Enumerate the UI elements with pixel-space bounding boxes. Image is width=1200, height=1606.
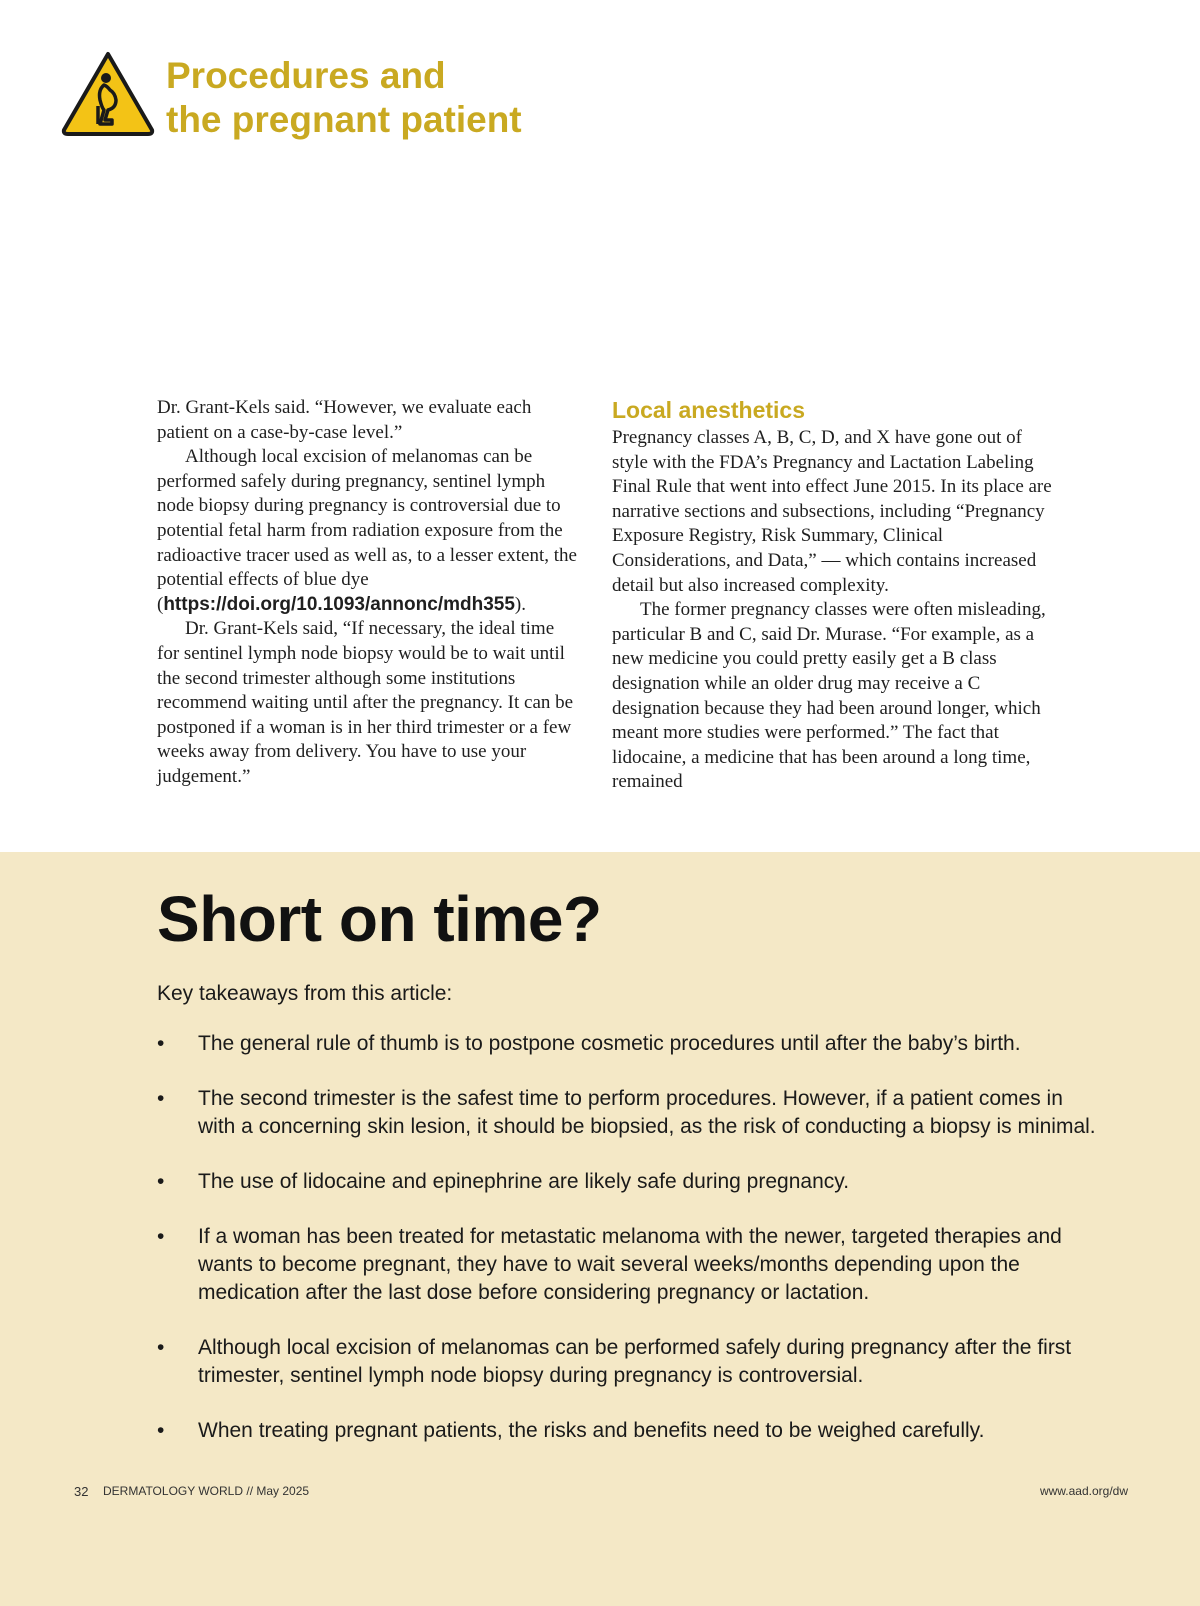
right-column [612,396,1052,795]
bullet: • [157,1087,165,1110]
panel-title: Short on time? [157,883,602,955]
list-item [157,1223,1097,1307]
bullet: • [157,1419,165,1442]
paragraph: Dr. Grant-Kels said, “If necessary, the ideal time for sentinel lymph node biopsy would be to wait until the second trimester although some institutions recommend waiting until after the pregnancy. It can be postponed if a woman is in her third trimester or a few weeks away from delivery. You have to use your judgement.” [157,618,574,787]
article-header [60,50,522,142]
section-heading: Local anesthetics [612,397,806,423]
list-item [157,1030,1097,1058]
list-item-text: The use of lidocaine and epinephrine are likely safe during pregnancy. [198,1170,850,1193]
list-item-text: Although local excision of melanomas can be performed safely during pregnancy after the first trimester, sentinel lymph node biopsy during pregnancy is controversial. [198,1336,1072,1387]
bullet: • [157,1032,165,1055]
page-number: 32 [74,1484,89,1499]
list-item-text: The second trimester is the safest time to perform procedures. However, if a patient comes in with a concerning skin lesion, it should be biopsied, as the risk of conducting a biopsy is minimal. [198,1087,1096,1138]
title-line-1: Procedures and [166,55,446,96]
list-item-text: When treating pregnant patients, the risks and benefits need to be weighed carefully. [198,1419,985,1442]
list-item-text: If a woman has been treated for metastatic melanoma with the newer, targeted therapies and wants to become pregnant, they have to wait several weeks/months depending upon the medication after the last dose before considering pregnancy or lactation. [198,1225,1062,1304]
paragraph: Pregnancy classes A, B, C, D, and X have gone out of style with the FDA’s Pregnancy and Lactation Labeling Final Rule that went into effect June 2015. In its place are narrative sections and subsections, including “Pregnancy Exposure Registry, Risk Summary, Clinical Considerations, and Data,” — which contains increased detail but also increased complexity. [612,427,1052,596]
bullet: • [157,1336,165,1359]
list-item [157,1334,1097,1390]
list-item [157,1085,1097,1141]
takeaways-list [157,1030,1097,1472]
paragraph-text: Although local excision of melanomas can be performed safely during pregnancy, sentinel lymph node biopsy during pregnancy is controversial due to potential fetal harm from radiation exposure from the radioactive tracer used as well as, to a lesser extent, the potential effects of blue dye ( [157,446,577,615]
list-item-text: The general rule of thumb is to postpone cosmetic procedures until after the baby’s birth. [198,1032,1021,1055]
pregnant-woman-warning-icon [60,50,156,138]
paragraph-end: ). [514,593,526,615]
footer-url-link[interactable]: www.aad.org/dw [1039,1484,1128,1498]
title-line-2: the pregnant patient [166,99,522,140]
publication-info: DERMATOLOGY WORLD // May 2025 [103,1484,310,1498]
paragraph: The former pregnancy classes were often misleading, particular B and C, said Dr. Murase. “For example, as a new medicine you could pretty easily get a B class designation while an older drug may receive a C designation because they had been around longer, which meant more studies were performed.” The fact that lidocaine, a medicine that has been around a long time, remained [612,599,1046,793]
article-title [166,54,522,142]
list-item [157,1168,1097,1196]
left-column [157,396,577,790]
paragraph: Dr. Grant-Kels said. “However, we evaluate each patient on a case-by-case level.” [157,397,532,443]
bullet: • [157,1225,165,1248]
bullet: • [157,1170,165,1193]
list-item [157,1417,1097,1445]
paragraph [157,445,577,617]
panel-intro: Key takeaways from this article: [157,982,453,1005]
doi-link[interactable]: https://doi.org/10.1093/annonc/mdh355 [163,593,515,615]
